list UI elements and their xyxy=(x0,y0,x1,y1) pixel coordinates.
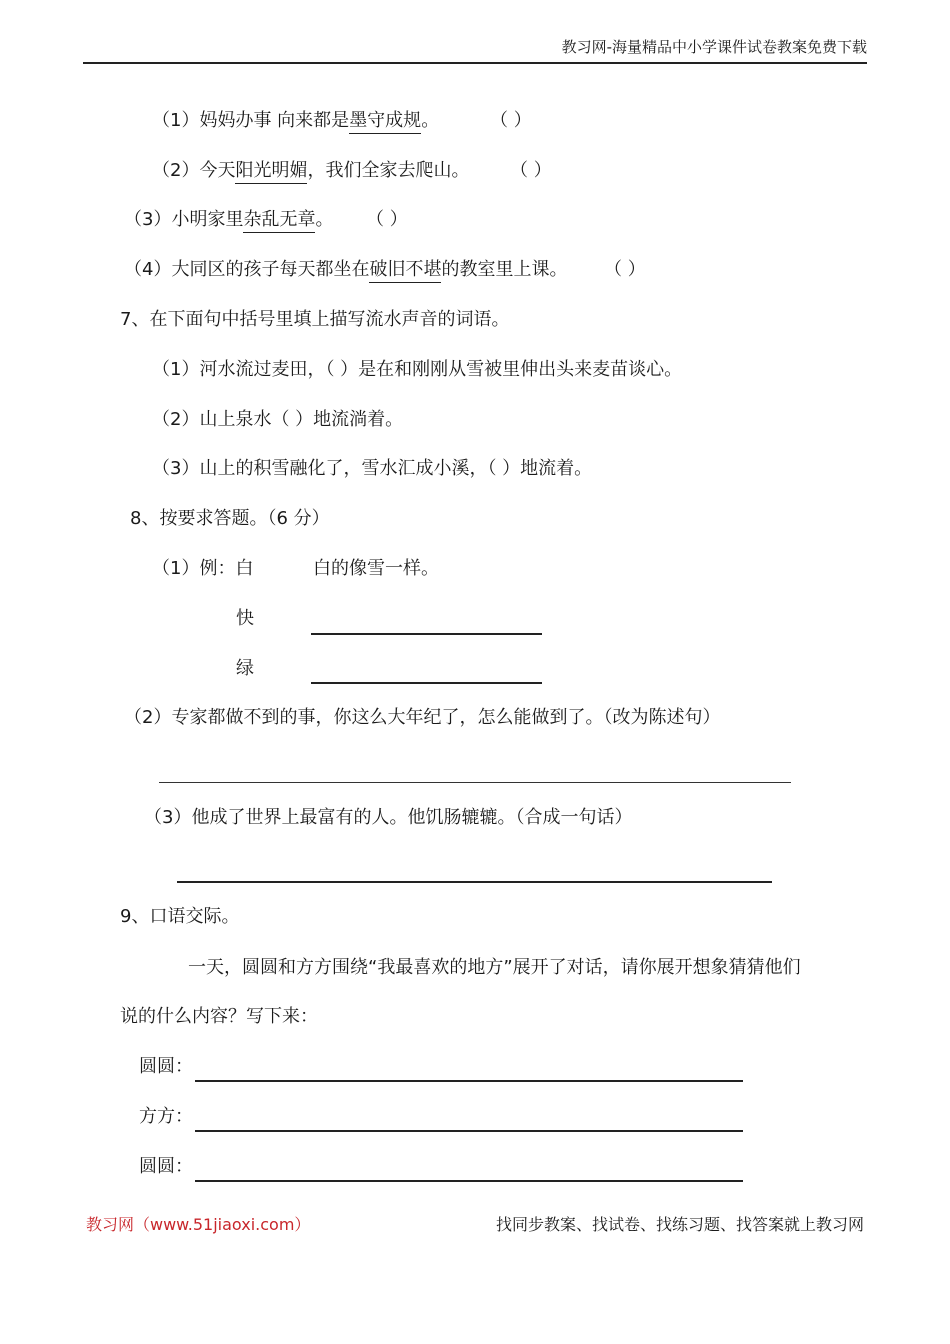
q6-item-2-blank[interactable]: （ ） xyxy=(510,160,552,181)
q8-item-3-answer-line[interactable] xyxy=(177,881,772,883)
q8-title: 8、按要求答题。（6 分） xyxy=(130,508,330,529)
q6-item-1 xyxy=(152,109,439,133)
q8-item-3: （3）他成了世界上最富有的人。他饥肠辘辘。（合成一句话） xyxy=(144,807,633,828)
q7-title: 7、在下面句中括号里填上描写流水声音的词语。 xyxy=(120,309,510,330)
q8-word-fast: 快 xyxy=(236,608,254,629)
q6-item-4-blank[interactable]: （ ） xyxy=(604,259,646,280)
q9-answer-line-2[interactable] xyxy=(195,1130,743,1132)
q7-item-1: （1）河水流过麦田，（ ）是在和刚刚从雪被里伸出头来麦苗谈心。 xyxy=(152,359,683,380)
q6-item-4 xyxy=(124,258,567,282)
q6-item-2-word: 阳光明媚 xyxy=(235,160,307,184)
q6-item-1-prefix: （1）妈妈办事 向来都是 xyxy=(152,110,350,131)
q8-example-label: （1）例：白 xyxy=(152,558,254,579)
footer-site-link[interactable]: 教习网（www.51jiaoxi.com） xyxy=(86,1215,311,1234)
q6-item-1-blank[interactable]: （ ） xyxy=(490,110,532,131)
header-divider xyxy=(83,62,867,64)
q6-item-3-blank[interactable]: （ ） xyxy=(366,209,408,230)
q9-title: 9、口语交际。 xyxy=(120,906,240,927)
q6-item-2 xyxy=(152,159,469,183)
q6-item-2-suffix: ，我们全家去爬山。 xyxy=(307,160,470,181)
q9-paragraph-line-2: 说的什么内容？写下来： xyxy=(120,1006,318,1027)
q8-answer-line-green[interactable] xyxy=(311,682,542,684)
q6-item-4-prefix: （4）大同区的孩子每天都坐在 xyxy=(124,259,370,280)
q6-item-4-suffix: 的教室里上课。 xyxy=(441,259,568,280)
q8-example-answer: 白的像雪一样。 xyxy=(313,558,439,579)
q6-item-3-word: 杂乱无章 xyxy=(243,209,315,233)
q9-speaker-1: 圆圆： xyxy=(139,1056,193,1077)
q6-item-4-word: 破旧不堪 xyxy=(369,259,441,283)
q8-item-2-answer-line[interactable] xyxy=(159,782,791,783)
q6-item-1-word: 墨守成规 xyxy=(349,110,421,134)
q9-answer-line-1[interactable] xyxy=(195,1080,743,1082)
q6-item-1-suffix: 。 xyxy=(421,110,440,131)
q9-speaker-2: 方方： xyxy=(139,1106,193,1127)
q8-word-green: 绿 xyxy=(236,658,254,679)
q6-item-3-suffix: 。 xyxy=(315,209,334,230)
q9-answer-line-3[interactable] xyxy=(195,1180,743,1182)
q6-item-3-prefix: （3）小明家里 xyxy=(124,209,244,230)
q7-item-2: （2）山上泉水（ ）地流淌着。 xyxy=(152,409,404,430)
q8-answer-line-fast[interactable] xyxy=(311,633,542,635)
q7-item-3: （3）山上的积雪融化了，雪水汇成小溪，（ ）地流着。 xyxy=(152,458,593,479)
q9-paragraph-line-1: 一天，圆圆和方方围绕“我最喜欢的地方”展开了对话，请你展开想象猜猜他们 xyxy=(188,957,801,978)
footer-slogan: 找同步教案、找试卷、找练习题、找答案就上教习网 xyxy=(495,1215,864,1234)
q9-speaker-3: 圆圆： xyxy=(139,1156,193,1177)
q8-item-2: （2）专家都做不到的事，你这么大年纪了，怎么能做到了。（改为陈述句） xyxy=(124,707,721,728)
q6-item-2-prefix: （2）今天 xyxy=(152,160,236,181)
q6-item-3 xyxy=(124,208,333,232)
site-header-title: 教习网-海量精品中小学课件试卷教案免费下载 xyxy=(561,38,867,56)
